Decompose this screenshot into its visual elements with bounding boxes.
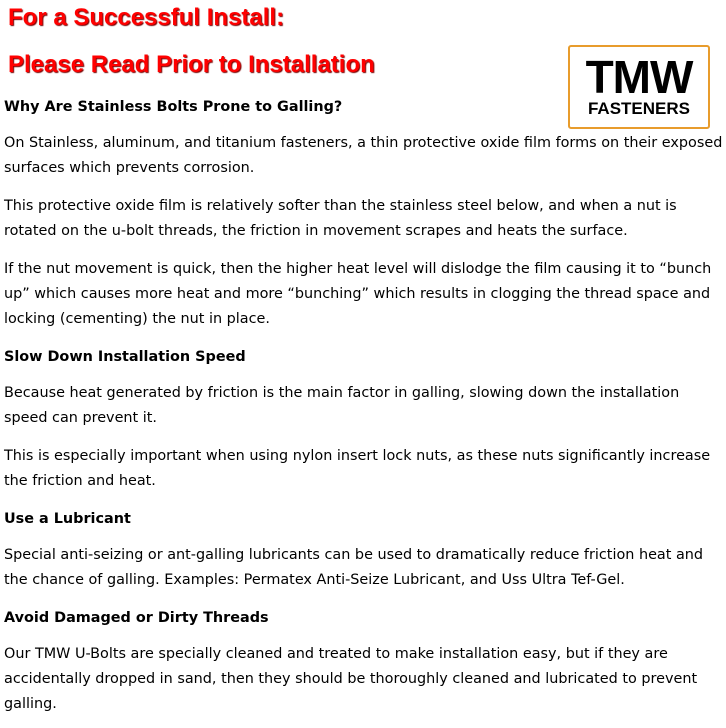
title-line-2: Please Read Prior to Installation xyxy=(8,51,375,78)
paragraph: Because heat generated by friction is the main factor in galling, slowing down the installation speed can prevent it. xyxy=(4,385,680,426)
title-line-1: For a Successful Install: xyxy=(8,4,285,31)
section-heading-lubricant: Use a Lubricant xyxy=(4,511,131,527)
paragraph: This protective oxide film is relatively softer than the stainless steel below, and when a nut is rotated on the u-bolt threads, the friction in movement scrapes and heats the surface. xyxy=(4,198,677,239)
section-heading-galling: Why Are Stainless Bolts Prone to Galling? xyxy=(4,99,343,115)
article-body xyxy=(4,95,726,717)
section-heading-speed: Slow Down Installation Speed xyxy=(4,349,246,365)
logo-subtitle: FASTENERS xyxy=(587,99,691,118)
logo-brand: TMW xyxy=(585,51,693,103)
paragraph: Special anti-seizing or ant-galling lubricants can be used to dramatically reduce friction heat and the chance of galling. Examples: Permatex Anti-Seize Lubricant, and Uss Ultra Tef-Gel. xyxy=(4,547,704,588)
paragraph: Our TMW U-Bolts are specially cleaned and treated to make installation easy, but if they are accidentally dropped in sand, then they should be thoroughly cleaned and lubricated to prevent galling. xyxy=(4,646,698,712)
paragraph: If the nut movement is quick, then the higher heat level will dislodge the film causing it to “bunch up” which causes more heat and more “bunching” which results in clogging the thread space and locking (cementing) the nut in place. xyxy=(4,261,712,327)
paragraph: On Stainless, aluminum, and titanium fasteners, a thin protective oxide film forms on their exposed surfaces which prevents corrosion. xyxy=(4,135,723,176)
section-heading-threads: Avoid Damaged or Dirty Threads xyxy=(4,610,269,626)
paragraph: This is especially important when using nylon insert lock nuts, as these nuts significantly increase the friction and heat. xyxy=(4,448,711,489)
